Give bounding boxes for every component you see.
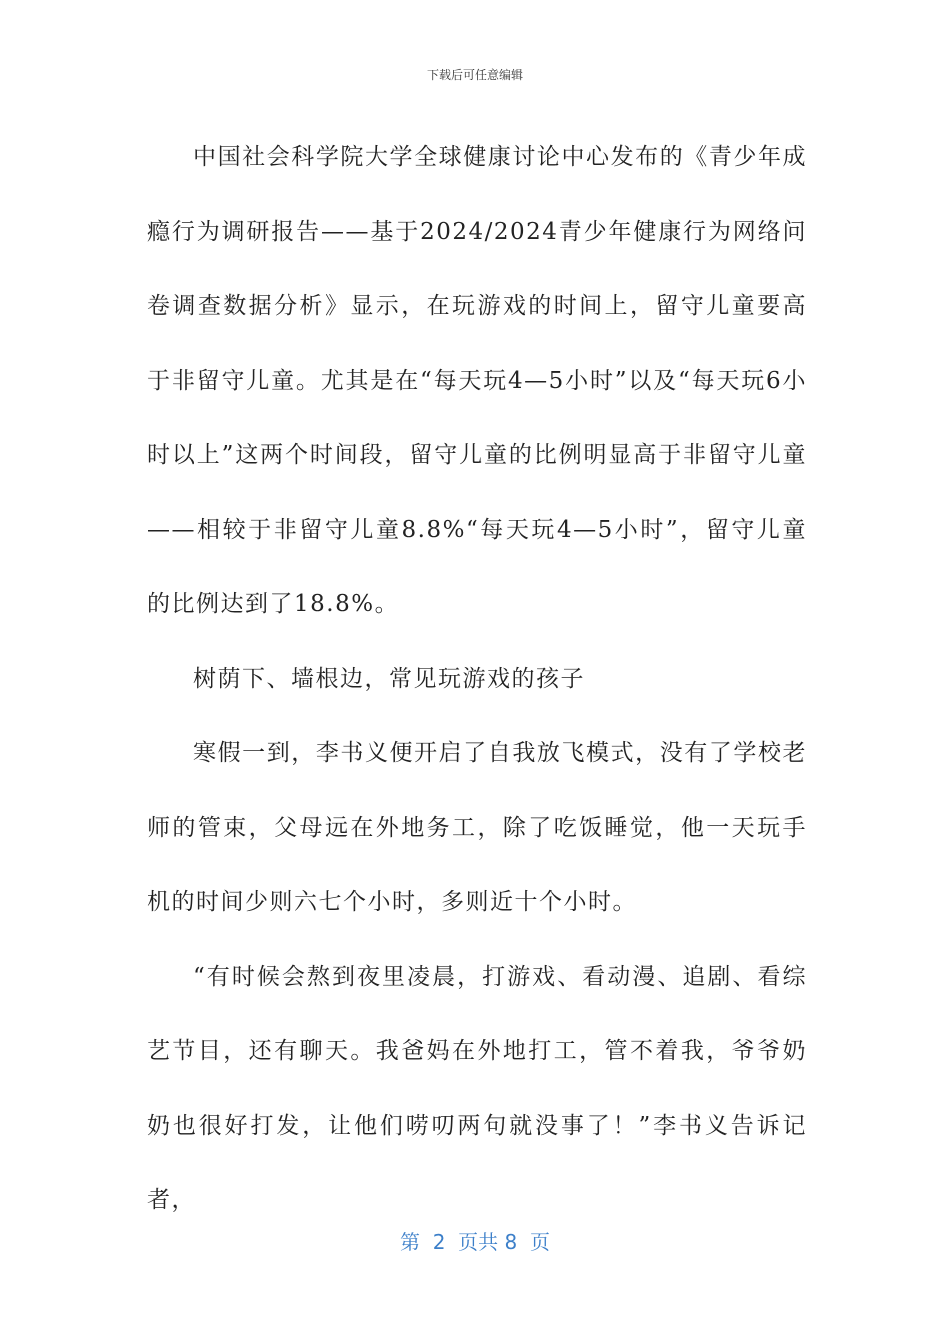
paragraph-winter-break: 寒假一到，李书义便开启了自我放飞模式，没有了学校老师的管束，父母远在外地务工，除了吃饭睡觉，他一天玩手机的时间少则六七个小时，多则近十个小时。 [147,740,807,915]
page-number: 第 2 页共 8 页 [400,1230,550,1254]
paragraph-quote: “有时候会熬到夜里凌晨，打游戏、看动漫、追剧、看综艺节目，还有聊天。我爸妈在外地打工，管不着我，爷爷奶奶也很好打发，让他们唠叨两句就没事了！”李书义告诉记者， [147,963,807,1213]
document-body [147,120,807,1238]
paragraph-section-heading: 树荫下、墙根边，常见玩游戏的孩子 [193,665,585,692]
header-note: 下载后可任意编辑 [426,68,523,82]
paragraph-survey-report: 中国社会科学院大学全球健康讨论中心发布的《青少年成瘾行为调研报告——基于2024/2024青少年健康行为网络问卷调查数据分析》显示，在玩游戏的时间上，留守儿童要高于非留守儿童。尤其是在“每天玩4—5小时”以及“每天玩6小时以上”这两个时间段，留守儿童的比例明显高于非留守儿童——相较于非留守儿童8.8%“每天玩4—5小时”，留守儿童的比例达到了18.8%。 [147,144,807,617]
